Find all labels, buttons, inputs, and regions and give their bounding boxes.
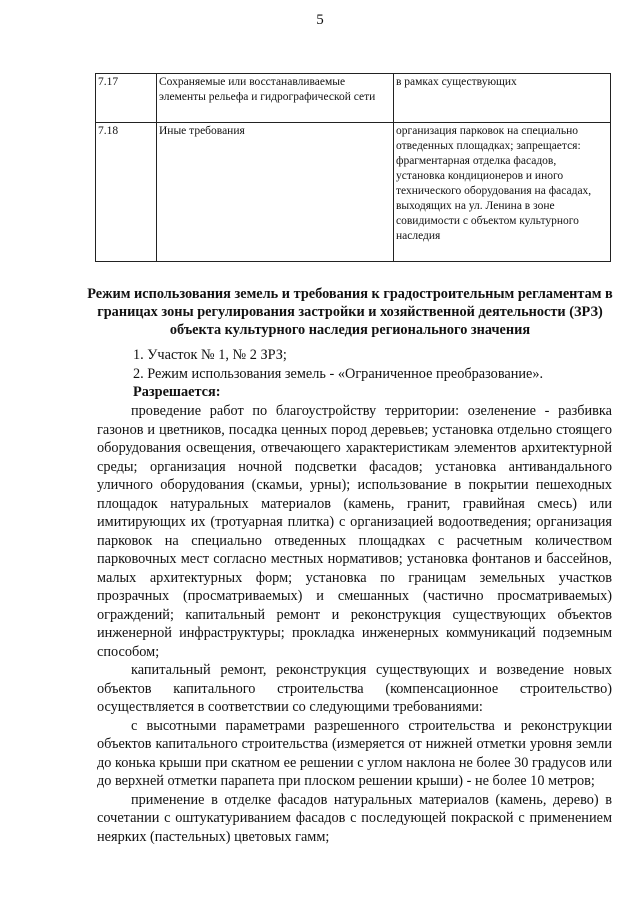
paragraph: с высотными параметрами разрешенного строительства и реконструкции объектов капитального строительства (измеряется от нижней отметки уровня земли до конька крыши при скатном ее решении с углом наклона не более 30 градусов или до верхней отметки парапета при плоском решении крыши) - не более 10 метров;: [97, 717, 612, 789]
table-cell-num: 7.17: [96, 74, 157, 123]
list-item: 2. Режим использования земель - «Ограниченное преобразование».: [133, 366, 544, 382]
requirements-table: [95, 73, 611, 262]
table-row: [96, 74, 611, 123]
paragraph: проведение работ по благоустройству территории: озеленение - разбивка газонов и цветников, посадка ценных пород деревьев; установка отдельно стоящего оборудования освещения, отвечающего характеристикам элементов архитектурной среды; организация ночной подсветки фасадов; установка антивандального уличного оборудования (скамьи, урны); использование в покрытии пешеходных площадок натуральных материалов (камень, гранит, гравийная смесь) или имитирующих их (тротуарная плитка) с организацией водоотведения; организация парковок на специально отведенных площадках с расчетным количеством парковочных мест согласно местных нормативов; установка фонтанов и бассейнов, малых архитектурных форм; установка по границам земельных участков прозрачных (просматриваемых) и смешанных (частично просматриваемых) ограждений; капитальный ремонт и реконструкция существующих объектов инженерной инфраструктуры; прокладка инженерных коммуникаций подземным способом;: [97, 403, 612, 660]
page-number: 5: [316, 12, 324, 28]
table-cell-value: организация парковок на специально отведенных площадках; запрещается: фрагментарная отделка фасадов, установка кондиционеров и иного технического оборудования на фасадах, выходящих на ул. Ленина в зоне совидимости с объектом культурного наследия: [394, 123, 611, 262]
table-cell-name: Иные требования: [157, 123, 394, 262]
table-cell-value: в рамках существующих: [394, 74, 611, 123]
paragraph: применение в отделке фасадов натуральных материалов (камень, дерево) в сочетании с оштукатуриванием фасадов с последующей покраской с применением неярких (пастельных) цветовых гамм;: [97, 791, 612, 845]
table-cell-num: 7.18: [96, 123, 157, 262]
table-cell-name: Сохраняемые или восстанавливаемые элементы рельефа и гидрографической сети: [157, 74, 394, 123]
allowed-label: Разрешается:: [133, 384, 221, 400]
section-heading: Режим использования земель и требования к градостроительным регламентам в границах зоны регулирования застройки и хозяйственной деятельности (ЗРЗ) объекта культурного наследия регионального значения: [87, 286, 613, 338]
body-text: [97, 402, 612, 846]
table-row: [96, 123, 611, 262]
list-item: 1. Участок № 1, № 2 ЗРЗ;: [133, 347, 287, 363]
paragraph: капитальный ремонт, реконструкция существующих и возведение новых объектов капитального строительства (компенсационное строительство) осуществляется в соответствии со следующими требованиями:: [97, 662, 612, 715]
